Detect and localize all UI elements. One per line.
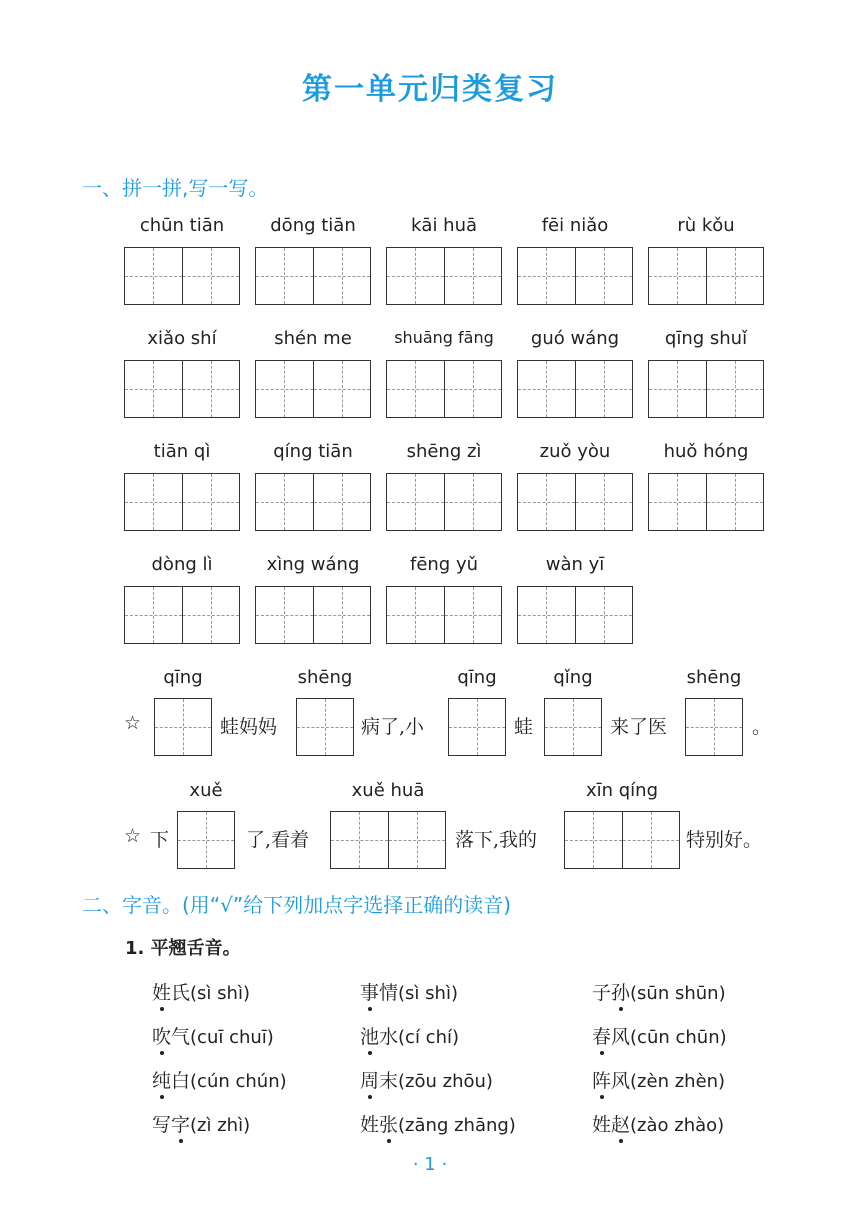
pinyin-label: tiān qì <box>153 441 211 462</box>
pinyin-label: dòng lì <box>151 554 213 575</box>
pinyin-label: rù kǒu <box>677 215 735 236</box>
choice-item <box>152 1066 287 1093</box>
writing-grid[interactable] <box>255 586 371 644</box>
pinyin-row-3 <box>0 441 860 561</box>
sentence-text: 落下,我的 <box>455 829 538 851</box>
writing-grid[interactable] <box>255 473 371 531</box>
writing-grid[interactable] <box>517 360 633 418</box>
choice-item <box>152 978 250 1005</box>
choice-item <box>360 1022 459 1049</box>
writing-grid[interactable] <box>517 473 633 531</box>
writing-grid[interactable] <box>386 360 502 418</box>
reading-options[interactable]: (zōu zhōu) <box>398 1071 493 1092</box>
pinyin-row-2 <box>0 328 860 448</box>
page-number: · 1 · <box>412 1154 448 1175</box>
reading-options[interactable]: (sūn shūn) <box>630 983 726 1004</box>
pinyin-label: wàn yī <box>545 554 605 575</box>
choice-item <box>152 1022 274 1049</box>
writing-box[interactable] <box>296 698 354 756</box>
choice-item <box>360 1110 516 1137</box>
reading-options[interactable]: (sì shì) <box>398 983 458 1004</box>
pinyin-row-4 <box>0 554 860 674</box>
sentence-pinyin: qǐng <box>553 667 593 688</box>
writing-grid[interactable] <box>648 473 764 531</box>
pinyin-row-1 <box>0 215 860 335</box>
pinyin-label: guó wáng <box>530 328 620 349</box>
writing-grid[interactable] <box>255 360 371 418</box>
sentence-text: 蛙 <box>514 716 534 738</box>
pinyin-label: xiǎo shí <box>147 328 217 349</box>
sentence-pinyin: xuě huā <box>351 780 425 801</box>
writing-grid[interactable] <box>124 473 240 531</box>
sentence-text: 下 <box>150 829 170 851</box>
reading-options[interactable]: (cún chún) <box>190 1071 287 1092</box>
pinyin-label: kāi huā <box>410 215 478 236</box>
word-character: 风 <box>611 1070 631 1092</box>
pinyin-label: qīng shuǐ <box>664 328 748 349</box>
section-heading-pinyin: 一、拼一拼,写一写。 <box>82 176 269 200</box>
dotted-character: 姓 <box>152 982 172 1004</box>
dotted-character: 阵 <box>592 1070 612 1092</box>
choice-item <box>360 978 458 1005</box>
sentence-text: 特别好。 <box>686 829 763 851</box>
reading-options[interactable]: (cí chí) <box>398 1027 460 1048</box>
writing-grid[interactable] <box>517 586 633 644</box>
word-character: 气 <box>171 1026 191 1048</box>
word-character: 写 <box>152 1114 172 1136</box>
sentence-text: 了,看着 <box>246 829 310 851</box>
writing-box[interactable] <box>154 698 212 756</box>
word-character: 姓 <box>360 1114 380 1136</box>
choice-item <box>592 1110 724 1137</box>
writing-grid[interactable] <box>124 247 240 305</box>
page-title: 第一单元归类复习 <box>302 72 558 107</box>
sentence-pinyin: shēng <box>686 667 742 688</box>
writing-grid[interactable] <box>386 247 502 305</box>
reading-options[interactable]: (cūn chūn) <box>630 1027 727 1048</box>
writing-grid[interactable] <box>386 586 502 644</box>
pinyin-label: xìng wáng <box>266 554 360 575</box>
reading-options[interactable]: (zì zhì) <box>190 1115 251 1136</box>
reading-options[interactable]: (zào zhào) <box>630 1115 725 1136</box>
reading-options[interactable]: (sì shì) <box>190 983 250 1004</box>
choice-item <box>592 1022 727 1049</box>
reading-options[interactable]: (zāng zhāng) <box>398 1115 516 1136</box>
dotted-character: 春 <box>592 1026 612 1048</box>
word-character: 情 <box>379 982 399 1004</box>
pinyin-label: chūn tiān <box>139 215 225 236</box>
choice-item <box>592 1066 725 1093</box>
word-character: 水 <box>379 1026 399 1048</box>
star-icon: ☆ <box>124 825 142 847</box>
word-character: 氏 <box>171 982 191 1004</box>
dotted-character: 张 <box>379 1114 399 1136</box>
writing-grid[interactable] <box>124 586 240 644</box>
sentence-pinyin: qīng <box>457 667 497 688</box>
writing-grid[interactable] <box>255 247 371 305</box>
sentence-pinyin: xīn qíng <box>585 780 659 801</box>
writing-box[interactable] <box>564 811 680 869</box>
dotted-character: 吹 <box>152 1026 172 1048</box>
writing-box[interactable] <box>544 698 602 756</box>
sentence-pinyin: shēng <box>297 667 353 688</box>
sentence-text: 蛙妈妈 <box>220 716 278 738</box>
pinyin-label: shén me <box>274 328 352 349</box>
dotted-character: 字 <box>171 1114 191 1136</box>
pinyin-label: huǒ hóng <box>663 441 749 462</box>
pinyin-label: qíng tiān <box>273 441 353 462</box>
choice-item <box>152 1110 250 1137</box>
writing-box[interactable] <box>330 811 446 869</box>
writing-grid[interactable] <box>517 247 633 305</box>
reading-options[interactable]: (zèn zhèn) <box>630 1071 726 1092</box>
word-character: 子 <box>592 982 612 1004</box>
choice-item <box>592 978 726 1005</box>
pinyin-label: shēng zì <box>406 441 482 462</box>
sentence-pinyin: qīng <box>163 667 203 688</box>
star-icon: ☆ <box>124 712 142 734</box>
sub-heading: 1. 平翘舌音。 <box>125 938 241 959</box>
sentence-pinyin: xuě <box>189 780 223 801</box>
writing-grid[interactable] <box>648 247 764 305</box>
writing-grid[interactable] <box>124 360 240 418</box>
pinyin-label: dōng tiān <box>270 215 356 236</box>
reading-options[interactable]: (cuī chuī) <box>190 1027 274 1048</box>
writing-grid[interactable] <box>648 360 764 418</box>
dotted-character: 孙 <box>611 982 631 1004</box>
dotted-character: 事 <box>360 982 380 1004</box>
sentence-text: 病了,小 <box>361 716 425 738</box>
word-character: 白 <box>171 1070 191 1092</box>
writing-box[interactable] <box>685 698 743 756</box>
sentence-text: 。 <box>752 716 772 738</box>
choice-item <box>360 1066 493 1093</box>
dotted-character: 赵 <box>611 1114 631 1136</box>
dotted-character: 周 <box>360 1070 380 1092</box>
word-character: 姓 <box>592 1114 612 1136</box>
pinyin-label: shuāng fāng <box>394 328 494 347</box>
dotted-character: 池 <box>360 1026 380 1048</box>
writing-box[interactable] <box>448 698 506 756</box>
pinyin-label: fēi niǎo <box>541 215 609 236</box>
writing-grid[interactable] <box>386 473 502 531</box>
sentence-text: 来了医 <box>610 716 668 738</box>
word-character: 风 <box>611 1026 631 1048</box>
section-heading-pronunciation: 二、字音。(用“√”给下列加点字选择正确的读音) <box>82 893 512 917</box>
dotted-character: 纯 <box>152 1070 172 1092</box>
pinyin-label: zuǒ yòu <box>539 441 611 462</box>
word-character: 末 <box>379 1070 399 1092</box>
writing-box[interactable] <box>177 811 235 869</box>
pinyin-label: fēng yǔ <box>409 554 479 575</box>
